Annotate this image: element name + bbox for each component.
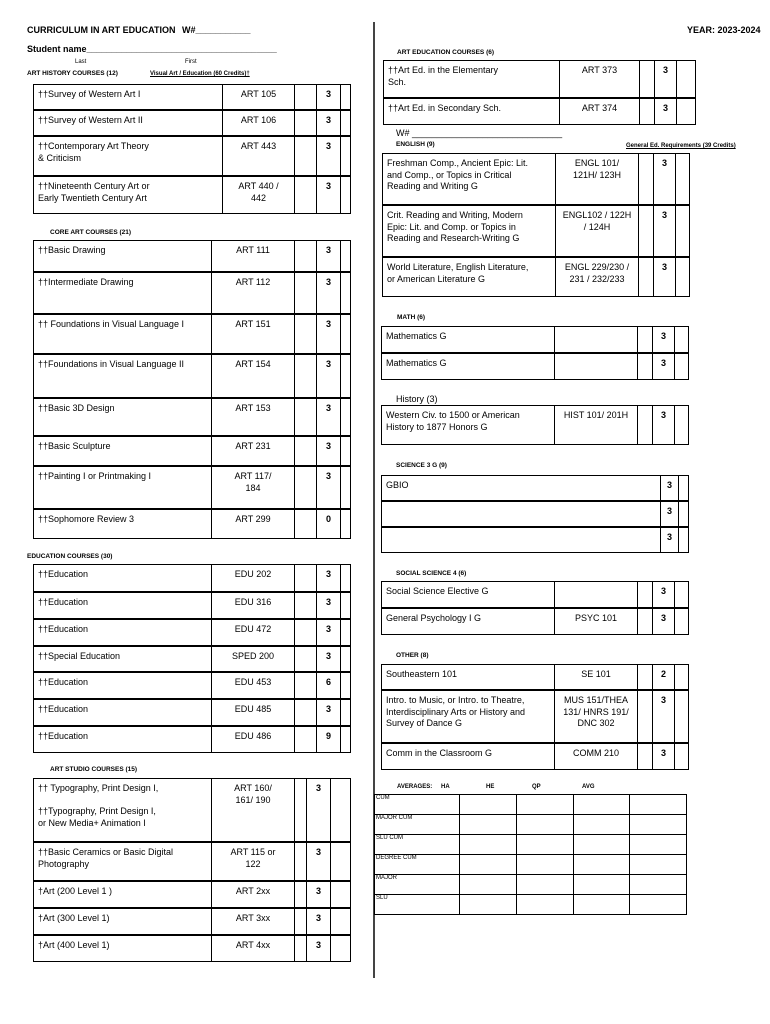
semester-cell[interactable]: [340, 315, 350, 353]
course-code: ART 3xx: [211, 909, 294, 934]
course-name: †Art (200 Level 1 ): [38, 886, 113, 896]
science-row: [381, 475, 689, 501]
science-heading: SCIENCE 3 G (9): [396, 462, 447, 469]
averages-cell[interactable]: [517, 835, 574, 855]
course-name: ††Contemporary Art Theory & Criticism: [38, 141, 149, 163]
course-credits: 3: [652, 691, 674, 742]
other-row: [381, 690, 689, 743]
science-row: [381, 501, 689, 527]
averages-cell[interactable]: [517, 895, 574, 915]
course-credits: 3: [306, 843, 330, 880]
course-code: EDU 472: [211, 620, 294, 645]
course-code: ART 111: [211, 241, 294, 271]
course-code: ART 112: [211, 273, 294, 313]
semester-cell[interactable]: [674, 406, 688, 444]
grade-cell[interactable]: [294, 936, 306, 961]
course-code: ART 4xx: [211, 936, 294, 961]
grade-cell[interactable]: [294, 315, 316, 353]
course-name: ††Survey of Western Art II: [38, 115, 143, 125]
averages-col-header: HA: [441, 784, 450, 790]
course-code: PSYC 101: [554, 609, 637, 634]
core-art-row: [33, 398, 351, 436]
grade-cell[interactable]: [294, 355, 316, 397]
semester-cell[interactable]: [340, 111, 350, 135]
averages-cell[interactable]: [517, 815, 574, 835]
semester-cell[interactable]: [678, 502, 688, 526]
grade-cell[interactable]: [294, 137, 316, 175]
grade-cell[interactable]: [294, 673, 316, 698]
averages-cell[interactable]: [460, 895, 517, 915]
course-name: ††Survey of Western Art I: [38, 89, 141, 99]
course-credits: 3: [652, 354, 674, 379]
semester-cell[interactable]: [678, 528, 688, 552]
course-code: ART 115 or 122: [211, 843, 294, 880]
averages-cell[interactable]: [573, 835, 630, 855]
art-studio-heading: ART STUDIO COURSES (15): [50, 766, 138, 773]
course-credits: 3: [316, 85, 340, 109]
averages-row-label: MAJOR: [375, 875, 460, 895]
course-credits: 3: [660, 476, 678, 500]
course-code: ART 154: [211, 355, 294, 397]
semester-cell[interactable]: [340, 700, 350, 725]
english-heading: ENGLISH (9): [396, 141, 435, 148]
course-name: Crit. Reading and Writing, Modern Epic: Lit. and Comp. or Topics in Reading and Research-Writing G: [387, 210, 523, 244]
averages-row-label: DEGREE CUM: [375, 855, 460, 875]
semester-cell[interactable]: [340, 727, 350, 752]
grade-cell[interactable]: [638, 258, 653, 296]
averages-row-label: SLU CUM: [375, 835, 460, 855]
course-code: ART 153: [211, 399, 294, 435]
course-credits: 3: [306, 909, 330, 934]
course-code: ART 443: [222, 137, 294, 175]
course-code: ART 374: [559, 99, 639, 124]
averages-cell[interactable]: [460, 855, 517, 875]
course-code: MUS 151/THEA 131/ HNRS 191/ DNC 302: [554, 691, 637, 742]
grade-cell[interactable]: [294, 909, 306, 934]
course-credits: 3: [652, 406, 674, 444]
course-code: [554, 327, 637, 352]
course-code: ENGL 101/ 121H/ 123H: [555, 154, 638, 204]
course-name: ††Art Ed. in Secondary Sch.: [388, 103, 502, 113]
core-art-row: [33, 354, 351, 398]
course-code: ART 373: [559, 61, 639, 97]
semester-cell[interactable]: [340, 399, 350, 435]
education-row: [33, 564, 351, 592]
course-name: ††Basic 3D Design: [38, 403, 115, 413]
course-credits: 3: [316, 593, 340, 618]
semester-cell[interactable]: [330, 909, 350, 934]
averages-row: [375, 795, 687, 815]
semester-cell[interactable]: [676, 99, 695, 124]
english-row: [382, 153, 690, 205]
grade-cell[interactable]: [637, 582, 652, 607]
course-credits: 3: [654, 61, 676, 97]
course-credits: 3: [306, 882, 330, 907]
art-ed-heading: ART EDUCATION COURSES (6): [397, 49, 495, 56]
course-credits: 3: [316, 177, 340, 213]
course-name: GBIO: [386, 480, 409, 490]
year-label: YEAR: 2023-2024: [687, 25, 761, 35]
art-history-note: Visual Art / Education (60 Credits)†: [150, 71, 250, 77]
course-code: ART 105: [222, 85, 294, 109]
art-studio-row: [33, 842, 351, 881]
core-art-row: [33, 466, 351, 509]
grade-cell[interactable]: [637, 691, 652, 742]
course-code: EDU 202: [211, 565, 294, 591]
course-credits: 3: [316, 315, 340, 353]
semester-cell[interactable]: [674, 354, 688, 379]
other-row: [381, 743, 689, 770]
grade-cell[interactable]: [294, 593, 316, 618]
course-credits: 3: [652, 744, 674, 769]
course-name: ††Nineteenth Century Art or Early Twentieth Century Art: [38, 181, 150, 203]
grade-cell[interactable]: [294, 620, 316, 645]
grade-cell[interactable]: [294, 177, 316, 213]
course-credits: 3: [316, 137, 340, 175]
semester-cell[interactable]: [340, 620, 350, 645]
semester-cell[interactable]: [340, 437, 350, 465]
averages-row-label: SLU: [375, 895, 460, 915]
other-row: [381, 664, 689, 690]
averages-heading: AVERAGES:: [397, 784, 433, 790]
course-credits: 3: [653, 206, 675, 256]
grade-cell[interactable]: [294, 727, 316, 752]
course-credits: 3: [316, 355, 340, 397]
grade-cell[interactable]: [294, 647, 316, 671]
grade-cell[interactable]: [294, 437, 316, 465]
course-name: Mathematics G: [386, 358, 447, 368]
averages-cell[interactable]: [573, 855, 630, 875]
course-code: ART 117/ 184: [211, 467, 294, 508]
course-name: ††Education: [38, 704, 89, 714]
page-title: CURRICULUM IN ART EDUCATION: [27, 25, 176, 35]
social-science-heading: SOCIAL SCIENCE 4 (6): [396, 570, 467, 577]
averages-cell[interactable]: [460, 815, 517, 835]
grade-cell[interactable]: [294, 467, 316, 508]
averages-row: [375, 855, 687, 875]
grade-cell[interactable]: [294, 241, 316, 271]
gen-ed-note: General Ed. Requirements (39 Credits): [626, 143, 736, 149]
course-code: ART 151: [211, 315, 294, 353]
course-name: ††Basic Ceramics or Basic Digital Photography: [38, 847, 174, 869]
semester-cell[interactable]: [674, 609, 688, 634]
course-code: SE 101: [554, 665, 637, 689]
w-number-field[interactable]: W#___________: [182, 25, 251, 35]
course-credits: 3: [660, 528, 678, 552]
grade-cell[interactable]: [637, 354, 652, 379]
core-art-row: [33, 436, 351, 466]
averages-cell[interactable]: [460, 795, 517, 815]
semester-cell[interactable]: [330, 936, 350, 961]
english-row: [382, 205, 690, 257]
history-heading: History (3): [396, 394, 438, 404]
course-code: ENGL 229/230 / 231 / 232/233: [555, 258, 638, 296]
semester-cell[interactable]: [340, 177, 350, 213]
grade-cell[interactable]: [294, 882, 306, 907]
core-art-row: [33, 240, 351, 272]
course-credits: 3: [316, 620, 340, 645]
social-science-row: [381, 608, 689, 635]
grade-cell[interactable]: [294, 843, 306, 880]
course-name: Western Civ. to 1500 or American History to 1877 Honors G: [386, 410, 520, 432]
averages-cell[interactable]: [630, 855, 687, 875]
art-history-row: [33, 84, 351, 110]
grade-cell[interactable]: [294, 700, 316, 725]
course-credits: 6: [316, 673, 340, 698]
grade-cell[interactable]: [294, 565, 316, 591]
averages-row: [375, 835, 687, 855]
averages-cell[interactable]: [573, 815, 630, 835]
course-name: [382, 528, 660, 552]
semester-cell[interactable]: [678, 476, 688, 500]
averages-col-header: QP: [532, 784, 541, 790]
course-name: Social Science Elective G: [386, 586, 489, 596]
course-credits: 3: [316, 437, 340, 465]
grade-cell[interactable]: [638, 154, 653, 204]
course-name: Intro. to Music, or Intro. to Theatre, Interdisciplinary Arts or History and Survey of Dance G: [386, 695, 526, 729]
course-credits: 3: [316, 399, 340, 435]
core-art-row: [33, 509, 351, 539]
semester-cell[interactable]: [340, 565, 350, 591]
course-code: EDU 316: [211, 593, 294, 618]
averages-cell[interactable]: [460, 835, 517, 855]
art-history-row: [33, 176, 351, 214]
grade-cell[interactable]: [637, 609, 652, 634]
art-history-heading: ART HISTORY COURSES (12): [27, 70, 118, 77]
course-name: ††Special Education: [38, 651, 121, 661]
education-row: [33, 726, 351, 753]
course-code: ART 231: [211, 437, 294, 465]
math-heading: MATH (6): [397, 314, 426, 321]
semester-cell[interactable]: [340, 137, 350, 175]
core-art-row: [33, 314, 351, 354]
course-credits: 3: [306, 779, 330, 841]
course-code: EDU 486: [211, 727, 294, 752]
course-code: [554, 354, 637, 379]
averages-cell[interactable]: [630, 835, 687, 855]
semester-cell[interactable]: [340, 241, 350, 271]
course-credits: 3: [653, 154, 675, 204]
averages-row: [375, 875, 687, 895]
semester-cell[interactable]: [675, 206, 689, 256]
course-code: ART 299: [211, 510, 294, 538]
core-art-heading: CORE ART COURSES (21): [50, 229, 132, 236]
right-w-number-field[interactable]: W# ______________________________: [396, 128, 563, 138]
course-name: ††Education: [38, 677, 89, 687]
averages-cell[interactable]: [573, 895, 630, 915]
course-name: ††Education: [38, 569, 89, 579]
grade-cell[interactable]: [294, 510, 316, 538]
course-code: ART 440 / 442: [222, 177, 294, 213]
course-name: ††Basic Drawing: [38, 245, 106, 255]
semester-cell[interactable]: [674, 691, 688, 742]
averages-cell[interactable]: [517, 875, 574, 895]
grade-cell[interactable]: [637, 744, 652, 769]
art-ed-row: [383, 98, 696, 125]
course-credits: 9: [316, 727, 340, 752]
education-row: [33, 619, 351, 646]
education-row: [33, 592, 351, 619]
averages-col-header: HE: [486, 784, 495, 790]
art-history-row: [33, 136, 351, 176]
education-row: [33, 699, 351, 726]
semester-cell[interactable]: [340, 273, 350, 313]
art-ed-row: [383, 60, 696, 98]
grade-cell[interactable]: [637, 406, 652, 444]
course-name: †Art (400 Level 1): [38, 940, 110, 950]
art-history-row: [33, 110, 351, 136]
course-code: EDU 485: [211, 700, 294, 725]
course-name: Mathematics G: [386, 331, 447, 341]
art-studio-row: [33, 778, 351, 842]
art-studio-row: [33, 935, 351, 962]
course-name: General Psychology I G: [386, 613, 482, 623]
course-code: ENGL102 / 122H / 124H: [555, 206, 638, 256]
semester-cell[interactable]: [675, 154, 689, 204]
averages-cell[interactable]: [460, 875, 517, 895]
course-credits: 3: [316, 700, 340, 725]
course-credits: 3: [654, 99, 676, 124]
semester-cell[interactable]: [340, 467, 350, 508]
grade-cell[interactable]: [639, 99, 654, 124]
averages-row: [375, 815, 687, 835]
course-name: World Literature, English Literature, or American Literature G: [387, 262, 529, 284]
course-name: ††Education: [38, 597, 89, 607]
first-name-label: First: [185, 59, 197, 65]
course-name: ††Sophomore Review 3: [38, 514, 135, 524]
course-credits: 3: [652, 609, 674, 634]
course-credits: 3: [660, 502, 678, 526]
math-row: [381, 353, 689, 380]
semester-cell[interactable]: [676, 61, 695, 97]
course-credits: 3: [316, 647, 340, 671]
averages-row-label: CUM: [375, 795, 460, 815]
course-name: ††Intermediate Drawing: [38, 277, 134, 287]
course-name: ††Education: [38, 731, 89, 741]
averages-cell[interactable]: [573, 875, 630, 895]
math-row: [381, 326, 689, 353]
grade-cell[interactable]: [294, 399, 316, 435]
course-code: ART 160/ 161/ 190: [211, 779, 294, 841]
course-name: †† Typography, Print Design I, ††Typography, Print Design I, or New Media+ Animation I: [38, 783, 159, 829]
course-name: ††Painting I or Printmaking I: [38, 471, 152, 481]
course-credits: 3: [316, 467, 340, 508]
course-name: ††Basic Sculpture: [38, 441, 111, 451]
course-credits: 3: [316, 565, 340, 591]
social-science-row: [381, 581, 689, 608]
course-code: COMM 210: [554, 744, 637, 769]
education-heading: EDUCATION COURSES (30): [27, 553, 113, 560]
art-studio-row: [33, 881, 351, 908]
averages-cell[interactable]: [517, 795, 574, 815]
grade-cell[interactable]: [294, 779, 306, 841]
grade-cell[interactable]: [637, 665, 652, 689]
course-name: Southeastern 101: [386, 669, 458, 679]
averages-cell[interactable]: [630, 875, 687, 895]
course-name: ††Foundations in Visual Language II: [38, 359, 184, 369]
english-row: [382, 257, 690, 297]
course-name: †Art (300 Level 1): [38, 913, 110, 923]
other-heading: OTHER (8): [396, 652, 429, 659]
science-row: [381, 527, 689, 553]
course-code: HIST 101/ 201H: [554, 406, 637, 444]
semester-cell[interactable]: [330, 779, 350, 841]
averages-cell[interactable]: [630, 815, 687, 835]
averages-cell[interactable]: [630, 895, 687, 915]
averages-cell[interactable]: [630, 795, 687, 815]
course-credits: 2: [652, 665, 674, 689]
history-row: [381, 405, 689, 445]
course-credits: 3: [316, 111, 340, 135]
course-credits: 3: [653, 258, 675, 296]
course-name: †† Foundations in Visual Language I: [38, 319, 184, 329]
course-name: ††Art Ed. in the Elementary Sch.: [388, 65, 499, 87]
semester-cell[interactable]: [340, 593, 350, 618]
last-name-label: Last: [75, 59, 87, 65]
semester-cell[interactable]: [674, 744, 688, 769]
art-studio-row: [33, 908, 351, 935]
grade-cell[interactable]: [639, 61, 654, 97]
semester-cell[interactable]: [674, 327, 688, 352]
averages-row-label: MAJOR CUM: [375, 815, 460, 835]
grade-cell[interactable]: [638, 206, 653, 256]
student-name-field[interactable]: Student name______________________________________: [27, 44, 277, 54]
semester-cell[interactable]: [330, 882, 350, 907]
averages-cell[interactable]: [573, 795, 630, 815]
semester-cell[interactable]: [340, 355, 350, 397]
course-credits: 3: [306, 936, 330, 961]
grade-cell[interactable]: [294, 85, 316, 109]
semester-cell[interactable]: [340, 673, 350, 698]
semester-cell[interactable]: [674, 665, 688, 689]
semester-cell[interactable]: [674, 582, 688, 607]
semester-cell[interactable]: [340, 510, 350, 538]
semester-cell[interactable]: [675, 258, 689, 296]
course-code: EDU 453: [211, 673, 294, 698]
averages-row: [375, 895, 687, 915]
education-row: [33, 646, 351, 672]
course-code: ART 106: [222, 111, 294, 135]
course-name: ††Education: [38, 624, 89, 634]
course-credits: 0: [316, 510, 340, 538]
course-credits: 3: [316, 273, 340, 313]
grade-cell[interactable]: [294, 273, 316, 313]
semester-cell[interactable]: [330, 843, 350, 880]
averages-table: [374, 794, 687, 915]
core-art-row: [33, 272, 351, 314]
grade-cell[interactable]: [294, 111, 316, 135]
course-credits: 3: [652, 582, 674, 607]
course-name: Freshman Comp., Ancient Epic: Lit. and Comp., or Topics in Critical Reading and Writing G: [387, 158, 529, 192]
course-name: [382, 502, 660, 526]
course-credits: 3: [316, 241, 340, 271]
averages-col-header: AVG: [582, 784, 595, 790]
course-code: SPED 200: [211, 647, 294, 671]
semester-cell[interactable]: [340, 647, 350, 671]
course-code: ART 2xx: [211, 882, 294, 907]
course-name: Comm in the Classroom G: [386, 748, 493, 758]
course-code: [554, 582, 637, 607]
education-row: [33, 672, 351, 699]
course-credits: 3: [652, 327, 674, 352]
averages-cell[interactable]: [517, 855, 574, 875]
grade-cell[interactable]: [637, 327, 652, 352]
semester-cell[interactable]: [340, 85, 350, 109]
